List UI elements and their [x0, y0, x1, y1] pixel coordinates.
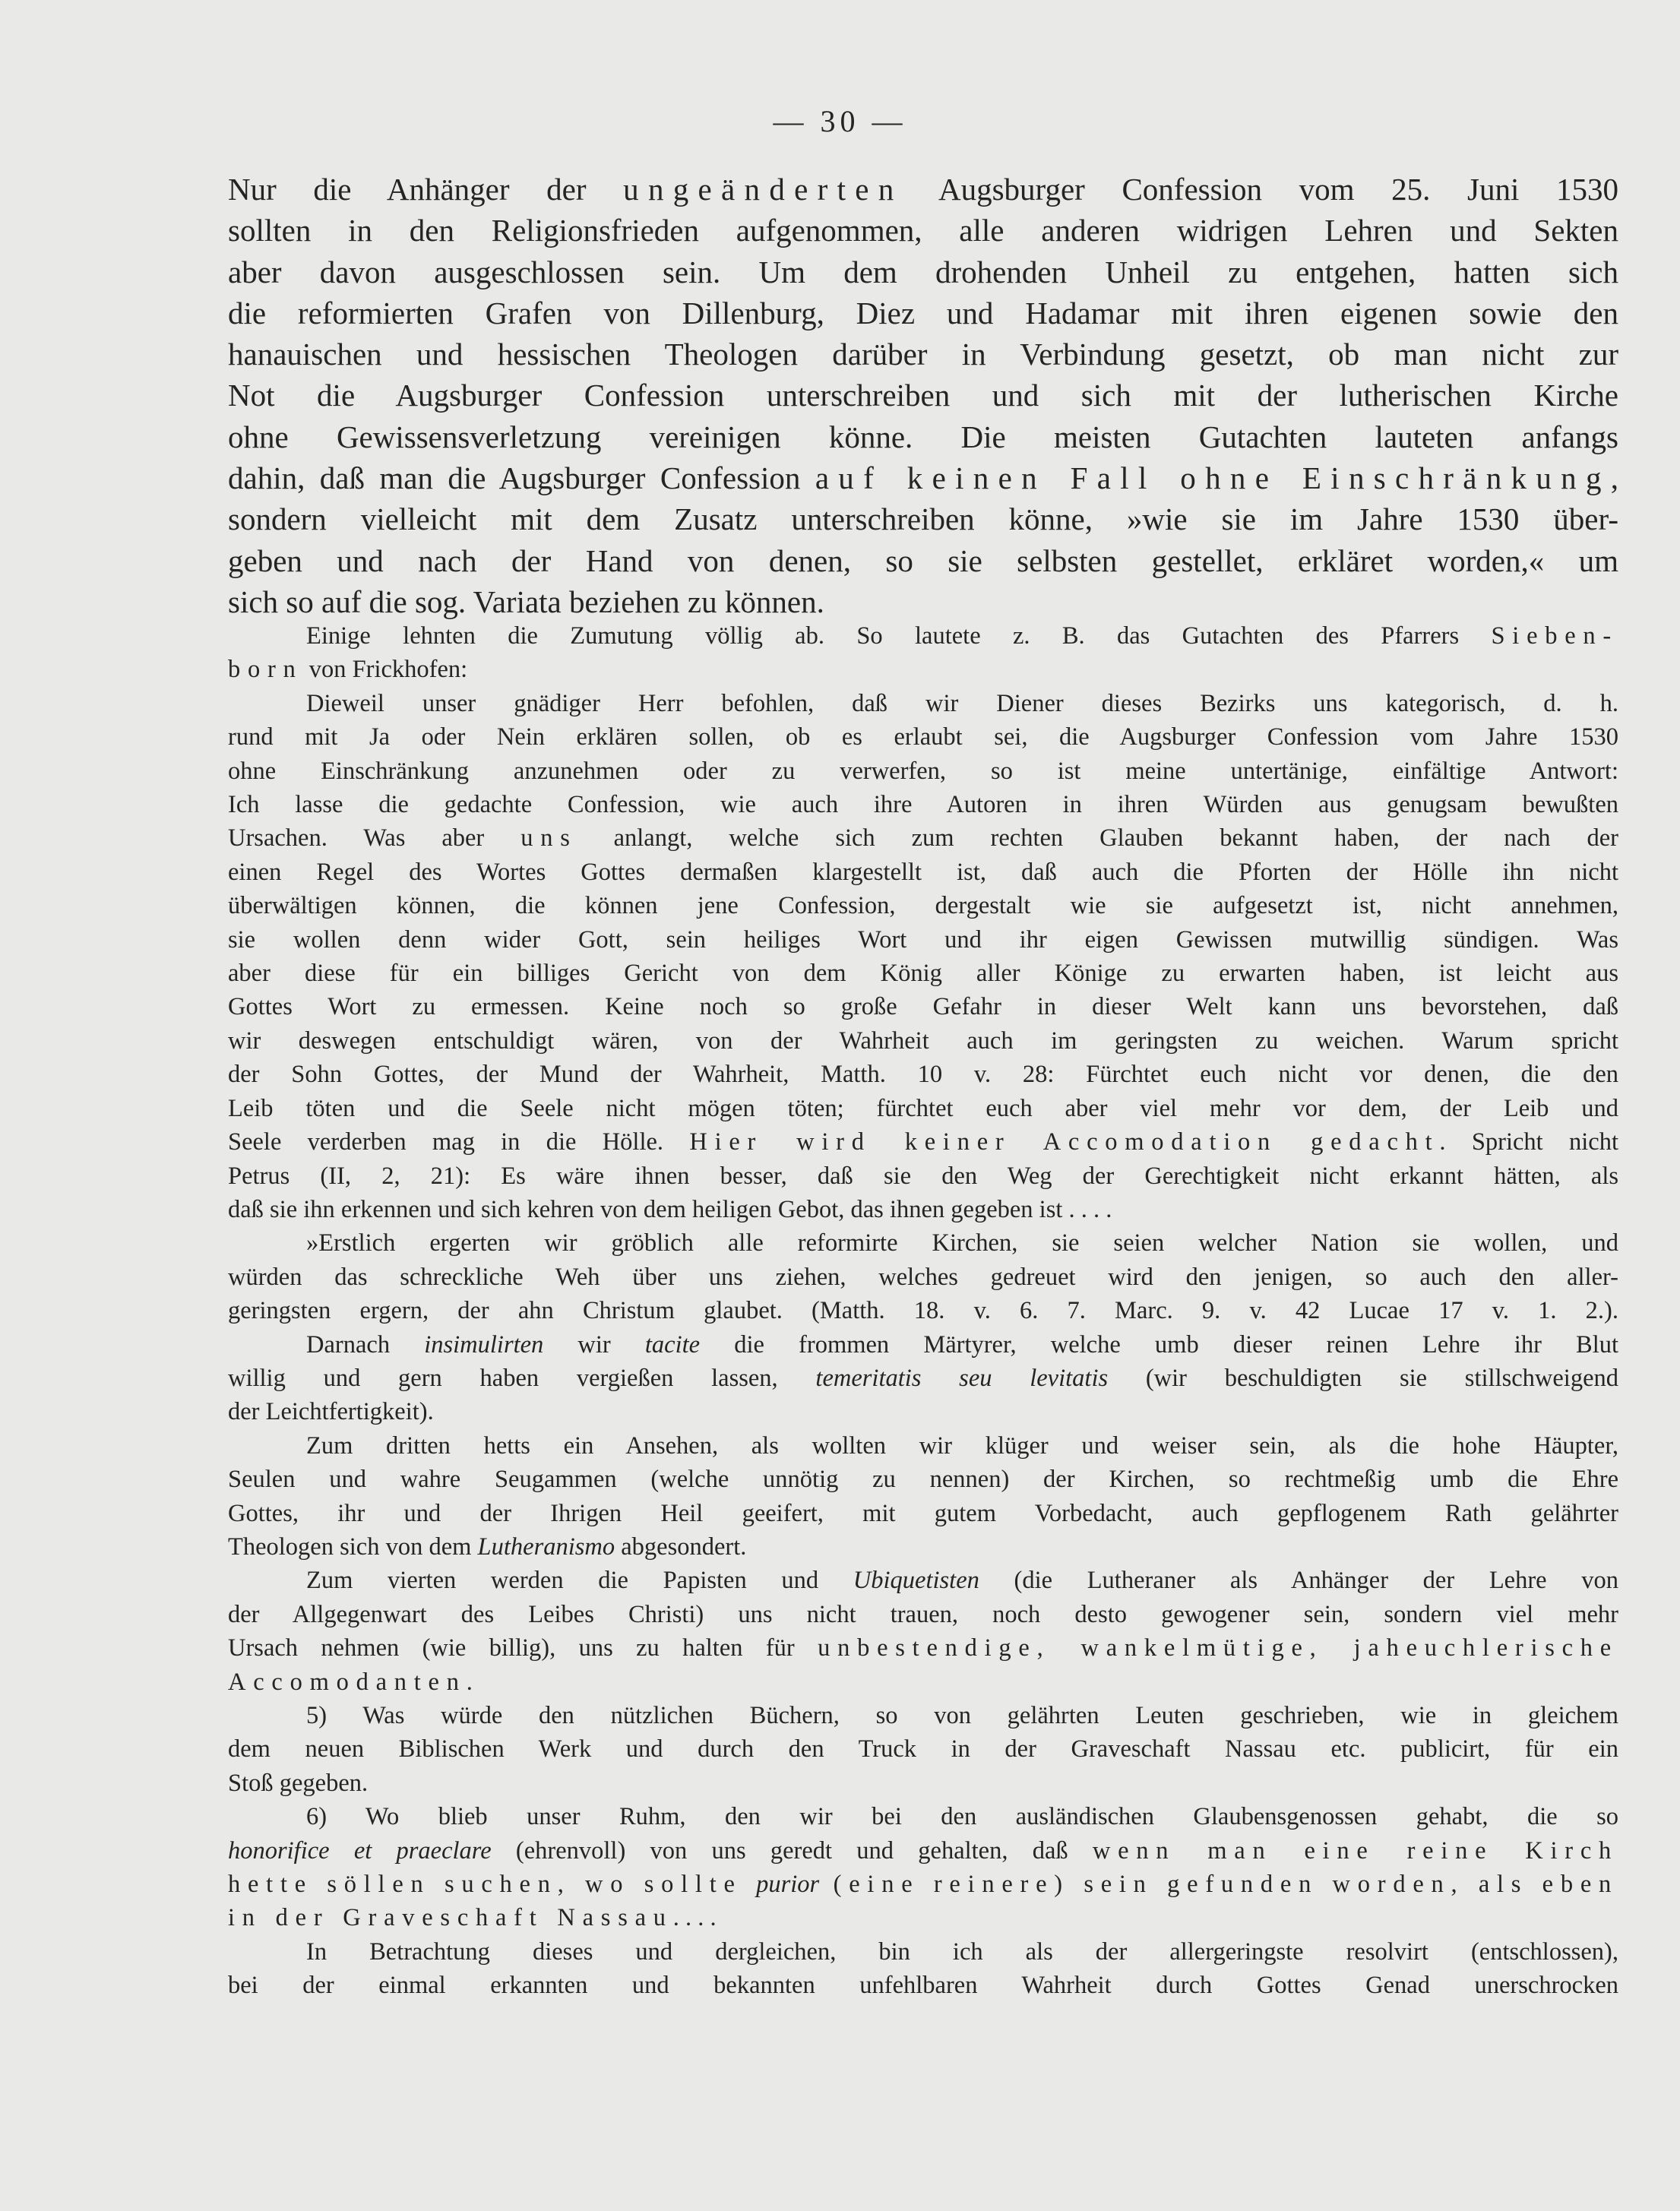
text-run: aber diese für ein billiges Gericht von dem König aller Könige zu erwarten haben, ist leicht aus — [228, 960, 1618, 988]
text-run: der Allgegenwart des Leibes Christi) uns nicht trauen, noch desto gewogener sein, sondern viel mehr — [228, 1600, 1618, 1628]
text-line — [228, 1159, 1618, 1193]
text-line — [228, 1226, 1618, 1260]
text-line — [228, 251, 1618, 293]
text-line — [228, 1024, 1618, 1058]
spaced-emphasis: Sieben- — [1491, 622, 1618, 650]
quoted-statement — [228, 619, 1618, 2003]
text-run: Dieweil unser gnädiger Herr befohlen, daß wir Diener dieses Bezirks uns kategorisch, d. h. — [306, 689, 1618, 717]
text-line — [228, 856, 1618, 889]
text-run: Darnach — [306, 1330, 425, 1359]
italic-term: Lutheranismo — [477, 1533, 615, 1561]
text-line — [228, 1935, 1618, 1969]
text-run: hanauischen und hessischen Theologen darüber in Verbindung gesetzt, ob man nicht zur — [228, 337, 1618, 372]
text-line — [228, 1362, 1618, 1395]
text-line — [228, 1463, 1618, 1496]
text-line — [228, 821, 1618, 855]
text-line — [228, 889, 1618, 922]
text-run: geben und nach der Hand von denen, so sie selbsten gestellet, erkläret worden,« um — [228, 542, 1618, 578]
text-run: Ich lasse die gedachte Confession, wie auch ihre Autoren in ihren Würden aus genugsam bewußten — [228, 791, 1618, 819]
text-line — [228, 1631, 1618, 1665]
text-run: wir — [543, 1330, 645, 1359]
text-line — [228, 1767, 1618, 1800]
spaced-emphasis: unbestendige, wankelmütige, jaheuchlerische — [818, 1634, 1618, 1662]
text-run: Einige lehnten die Zumutung völlig ab. So lautete z. B. das Gutachten des Pfarrers — [306, 622, 1492, 650]
text-run: anlangt, welche sich zum rechten Glauben bekannt haben, der nach der — [577, 824, 1619, 852]
text-line — [228, 498, 1618, 539]
text-run: Seulen und wahre Seugammen (welche unnötig zu nennen) der Kirchen, so rechtmeßig umb die Ehre — [228, 1466, 1618, 1494]
text-line — [228, 1125, 1618, 1159]
spaced-emphasis: born — [228, 656, 303, 684]
text-line — [228, 957, 1618, 990]
text-run: (ehrenvoll) von uns geredt und gehalten, daß — [491, 1836, 1093, 1865]
text-run: würden das schreckliche Weh über uns ziehen, welches gedreuet wird den jenigen, so auch den aller- — [228, 1263, 1618, 1291]
text-run: wir deswegen entschuldigt wären, von der Wahrheit auch im geringsten zu weichen. Warum spricht — [228, 1026, 1618, 1055]
text-run: 5) Was würde den nützlichen Büchern, so von gelährten Leuten geschrieben, wie in gleichem — [306, 1702, 1618, 1729]
text-line — [228, 1429, 1618, 1463]
spaced-emphasis: hette söllen suchen, wo sollte — [228, 1871, 757, 1899]
spaced-emphasis: (eine reinere) sein gefunden worden, als eben — [819, 1871, 1619, 1899]
italic-term: temeritatis seu levitatis — [815, 1364, 1109, 1392]
text-line — [228, 720, 1618, 754]
text-run: daß sie ihn erkennen und sich kehren von dem heiligen Gebot, das ihnen gegeben ist . . . . — [228, 1195, 1112, 1223]
text-run: dem neuen Biblischen Werk und durch den Truck in der Graveschaft Nassau etc. publicirt, für ein — [228, 1735, 1618, 1763]
text-line — [228, 1260, 1618, 1294]
text-line — [228, 581, 1618, 622]
text-run: Leib töten und die Seele nicht mögen töten; fürchtet euch aber viel mehr vor dem, der Leib und — [228, 1094, 1618, 1122]
italic-term: insimulirten — [424, 1330, 544, 1359]
text-run: die reformierten Grafen von Dillenburg, Diez und Hadamar mit ihren eigenen sowie den — [228, 295, 1618, 331]
spaced-emphasis: uns — [520, 824, 577, 852]
text-run: Theologen sich von dem — [228, 1533, 478, 1561]
text-run: überwältigen können, die können jene Confession, dergestalt wie sie aufgesetzt ist, nicht annehmen, — [228, 892, 1618, 920]
text-line — [228, 1598, 1618, 1631]
text-line — [228, 1497, 1618, 1530]
text-line — [228, 1564, 1618, 1597]
text-line — [228, 293, 1618, 334]
text-line — [228, 754, 1618, 788]
text-line — [228, 1530, 1618, 1564]
text-line — [228, 457, 1618, 498]
text-line — [228, 1058, 1618, 1091]
text-run: Petrus (II, 2, 21): Es wäre ihnen besser, daß sie den Weg der Gerechtigkeit nicht erkannt hätten, als — [228, 1162, 1618, 1190]
text-run: Gottes Wort zu ermessen. Keine noch so große Gefahr in dieser Welt kann uns bevorstehen, daß — [228, 993, 1618, 1021]
text-run: . . . . — [672, 1904, 717, 1932]
text-run: aber davon ausgeschlossen sein. Um dem drohenden Unheil zu entgehen, hatten sich — [228, 254, 1618, 289]
text-line — [228, 1969, 1618, 2002]
text-line — [228, 169, 1618, 210]
text-line — [228, 1395, 1618, 1428]
text-run: Zum vierten werden die Papisten und — [306, 1567, 853, 1595]
text-run: der Sohn Gottes, der Mund der Wahrheit, Matth. 10 v. 28: Fürchtet euch nicht vor denen, die den — [228, 1061, 1618, 1089]
text-line — [228, 1328, 1618, 1362]
text-line — [228, 1800, 1618, 1833]
spaced-emphasis: Accomodanten — [228, 1668, 467, 1696]
text-run: Stoß gegeben. — [228, 1769, 369, 1797]
text-run: geringsten ergern, der ahn Christum glaubet. (Matth. 18. v. 6. 7. Marc. 9. v. 42 Lucae 17 v. 1. 2.). — [228, 1297, 1618, 1325]
text-run: (wir beschuldigten sie stillschweigend — [1108, 1364, 1619, 1392]
text-line — [228, 923, 1618, 957]
text-run: . Spricht nicht — [1439, 1128, 1618, 1156]
text-line — [228, 375, 1618, 416]
text-run: 6) Wo blieb unser Ruhm, den wir bei den ausländischen Glaubensgenossen gehabt, die so — [306, 1803, 1618, 1831]
italic-term: tacite — [644, 1330, 701, 1359]
text-run: der Leichtfertigkeit). — [228, 1398, 434, 1426]
text-run: bei der einmal erkannten und bekannten unfehlbaren Wahrheit durch Gottes Genad unerschrocken — [228, 1972, 1618, 2000]
text-line — [228, 619, 1618, 653]
italic-term: honorifice et praeclare — [228, 1836, 492, 1865]
text-run: Gottes, ihr und der Ihrigen Heil geeifert, mit gutem Vorbedacht, auch gepflogenem Rath gelährter — [228, 1499, 1618, 1527]
spaced-emphasis: Hier wird keiner Accomodation gedacht — [689, 1128, 1440, 1156]
text-line — [228, 1294, 1618, 1327]
text-run: Zum dritten hetts ein Ansehen, als wollten wir klüger und weiser sein, als die hohe Häupter, — [306, 1431, 1618, 1460]
text-run: sondern vielleicht mit dem Zusatz unterschreiben könne, »wie sie im Jahre 1530 über- — [228, 501, 1618, 537]
spaced-emphasis: ungeänderten — [623, 172, 903, 207]
spaced-emphasis: in der Graveschaft Nassau — [228, 1904, 673, 1932]
text-line — [228, 788, 1618, 821]
text-run: willig und gern haben vergießen lassen, — [228, 1364, 816, 1392]
text-line — [228, 416, 1618, 457]
text-run: Nur die Anhänger der — [228, 172, 624, 207]
spaced-emphasis: wenn man eine reine Kirch — [1092, 1836, 1618, 1865]
text-run: sollten in den Religionsfrieden aufgenommen, alle anderen widrigen Lehren und Sekten — [228, 213, 1618, 248]
text-run: sie wollen denn wider Gott, sein heiliges Wort und ihr eigen Gewissen mutwillig sündigen. Was — [228, 925, 1618, 954]
text-line — [228, 210, 1618, 251]
text-run: In Betrachtung dieses und dergleichen, bin ich als der allergeringste resolvirt (entschlossen), — [306, 1937, 1618, 1966]
text-line — [228, 1868, 1618, 1901]
text-line — [228, 1665, 1618, 1699]
text-run: ohne Gewissensverletzung vereinigen könne. Die meisten Gutachten lauteten anfangs — [228, 419, 1618, 454]
text-line — [228, 1699, 1618, 1732]
text-run: . — [466, 1668, 473, 1696]
text-run: von Frickhofen: — [302, 656, 468, 684]
text-run: abgesondert. — [615, 1533, 747, 1561]
text-line — [228, 1834, 1618, 1868]
text-run: Ursachen. Was aber — [228, 824, 521, 852]
text-run: Seele verderben mag in die Hölle. — [228, 1128, 690, 1156]
text-run: sich so auf die sog. Variata beziehen zu können. — [228, 584, 824, 619]
body-text — [228, 169, 1618, 622]
italic-term: purior — [756, 1871, 820, 1899]
italic-term: Ubiquetisten — [853, 1567, 979, 1595]
text-run: dahin, daß man die Augsburger Confession — [228, 460, 815, 496]
text-line — [228, 334, 1618, 375]
text-run: »Erstlich ergerten wir gröblich alle reformirte Kirchen, sie seien welcher Nation sie wollen, und — [306, 1229, 1618, 1257]
text-run: Augsburger Confession vom 25. Juni 1530 — [903, 172, 1618, 207]
text-run: (die Lutheraner als Anhänger der Lehre von — [979, 1567, 1619, 1595]
text-run: ohne Einschränkung anzunehmen oder zu verwerfen, so ist meine untertänige, einfältige Antwort: — [228, 757, 1618, 785]
text-run: die frommen Märtyrer, welche umb dieser reinen Lehre ihr Blut — [700, 1330, 1619, 1359]
page-number: — 30 — — [773, 104, 907, 138]
text-line — [228, 653, 1618, 686]
text-run: , — [1610, 460, 1619, 496]
text-line — [228, 1732, 1618, 1766]
text-run: einen Regel des Wortes Gottes dermaßen klargestellt ist, daß auch die Pforten der Hölle ihn nicht — [228, 858, 1618, 886]
text-line — [228, 540, 1618, 581]
text-line — [228, 1193, 1618, 1226]
text-run: Not die Augsburger Confession unterschreiben und sich mit der lutherischen Kirche — [228, 378, 1618, 413]
text-run: Ursach nehmen (wie billig), uns zu halten für — [228, 1634, 818, 1662]
text-line — [228, 1092, 1618, 1125]
text-line — [228, 990, 1618, 1023]
spaced-emphasis: auf keinen Fall ohne Einschränkung — [815, 460, 1611, 496]
text-run: rund mit Ja oder Nein erklären sollen, ob es erlaubt sei, die Augsburger Confession vom Jahre 1530 — [228, 723, 1618, 751]
text-line — [228, 1901, 1618, 1934]
text-line — [228, 687, 1618, 720]
